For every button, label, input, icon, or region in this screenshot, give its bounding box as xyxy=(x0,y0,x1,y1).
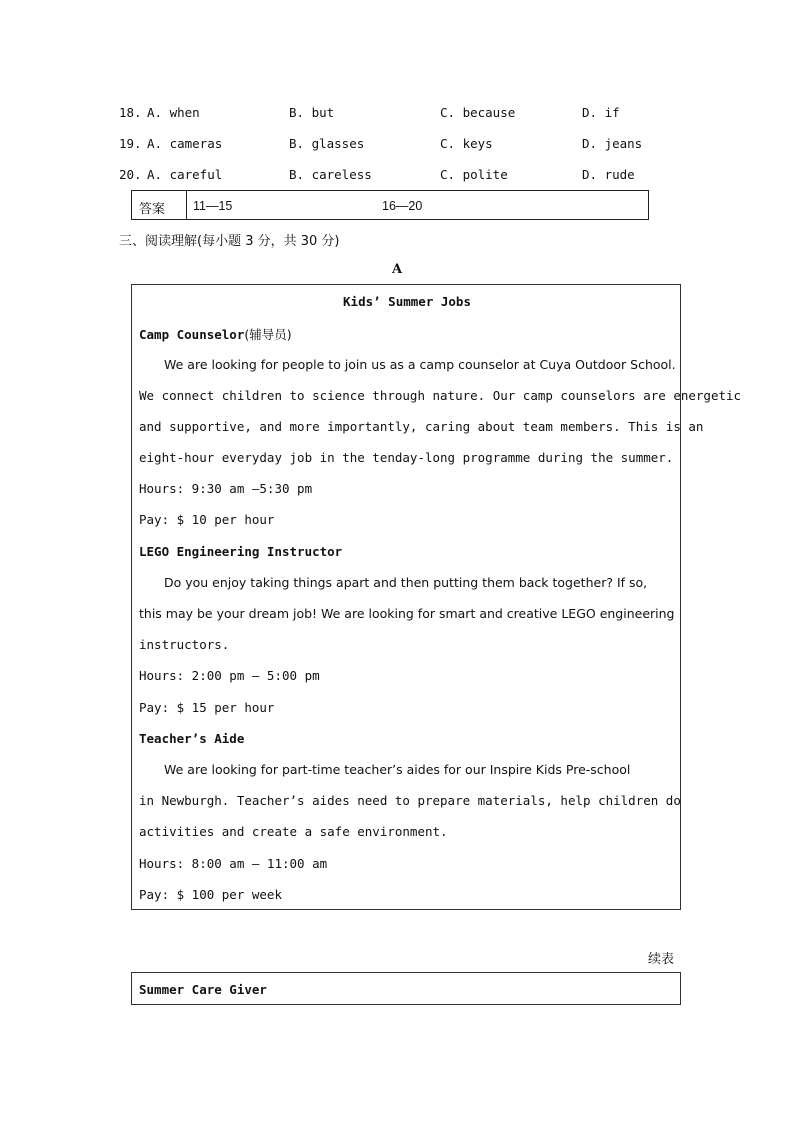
question-19 xyxy=(119,136,679,156)
question-number: 19. xyxy=(119,136,142,151)
option-b: B. glasses xyxy=(289,136,365,151)
job-title-cn: (辅导员) xyxy=(244,327,292,342)
option-b: B. but xyxy=(289,105,335,120)
option-a: A. careful xyxy=(147,167,223,182)
question-number: 20. xyxy=(119,167,142,182)
aide-pay: Pay: $ 100 per week xyxy=(139,887,282,902)
camp-line-2: We connect children to science through nature. Our camp counselors are energetic xyxy=(139,388,742,403)
option-d: D. if xyxy=(582,105,620,120)
option-d: D. rude xyxy=(582,167,635,182)
lego-hours: Hours: 2:00 pm — 5:00 pm xyxy=(139,668,320,683)
answer-box xyxy=(131,190,649,220)
option-a: A. when xyxy=(147,105,200,120)
job-title-camp xyxy=(139,325,675,343)
option-c: C. because xyxy=(440,105,516,120)
section-title: 三、阅读理解(每小题 3 分，共 30 分) xyxy=(119,234,340,249)
lego-line-2: this may be your dream job! We are looking for smart and creative LEGO engineering xyxy=(139,606,675,621)
answer-range-1: 11—15 xyxy=(193,199,233,213)
question-number: 18. xyxy=(119,105,142,120)
camp-line-4: eight-hour everyday job in the tenday-long programme during the summer. xyxy=(139,450,674,465)
job-title-aide: Teacher’s Aide xyxy=(139,731,245,746)
answer-divider xyxy=(186,191,187,219)
aide-line-3: activities and create a safe environment. xyxy=(139,824,448,839)
lego-pay: Pay: $ 15 per hour xyxy=(139,700,275,715)
job-title-text: Camp Counselor xyxy=(139,327,245,342)
camp-pay: Pay: $ 10 per hour xyxy=(139,512,275,527)
lego-line-1: Do you enjoy taking things apart and then putting them back together? If so, xyxy=(164,575,648,590)
camp-hours: Hours: 9:30 am —5:30 pm xyxy=(139,481,313,496)
camp-line-1: We are looking for people to join us as a camp counselor at Cuya Outdoor School. xyxy=(164,357,676,372)
aide-hours: Hours: 8:00 am — 11:00 am xyxy=(139,856,328,871)
question-20 xyxy=(119,167,679,187)
continued-label: 续表 xyxy=(647,952,674,967)
jobs-table xyxy=(131,284,742,910)
option-d: D. jeans xyxy=(582,136,643,151)
question-18 xyxy=(119,105,679,125)
job-title-lego: LEGO Engineering Instructor xyxy=(139,544,343,559)
answer-range-2: 16—20 xyxy=(382,199,423,213)
option-c: C. keys xyxy=(440,136,493,151)
table-title: Kids’ Summer Jobs xyxy=(343,294,471,309)
option-c: C. polite xyxy=(440,167,508,182)
camp-line-3: and supportive, and more importantly, caring about team members. This is an xyxy=(139,419,704,434)
passage-label: A xyxy=(392,262,403,277)
aide-line-2: in Newburgh. Teacher’s aides need to prepare materials, help children do xyxy=(139,793,681,808)
option-a: A. cameras xyxy=(147,136,223,151)
option-b: B. careless xyxy=(289,167,372,182)
answer-label: 答案 xyxy=(139,202,166,217)
lego-line-3: instructors. xyxy=(139,637,230,652)
job-title-caregiver: Summer Care Giver xyxy=(139,982,267,997)
aide-line-1: We are looking for part-time teacher’s aides for our Inspire Kids Pre-school xyxy=(164,762,631,777)
